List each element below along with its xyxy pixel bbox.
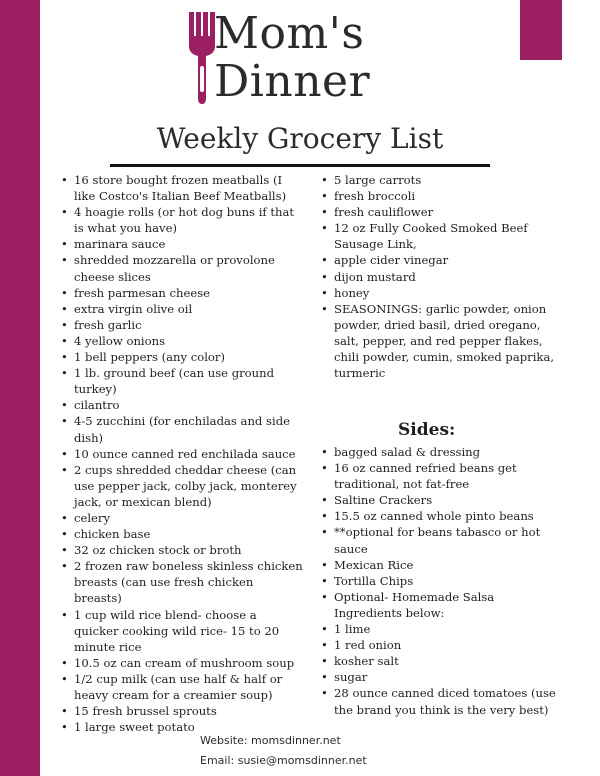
logo	[186, 8, 426, 108]
footer-email: Email: susie@momsdinner.net	[200, 754, 367, 767]
list-item: • kosher salt	[318, 653, 568, 669]
list-item: • fresh garlic	[58, 317, 304, 333]
logo-text-line1: Mom's	[214, 8, 365, 59]
list-item: • fresh parmesan cheese	[58, 285, 304, 301]
list-item: Ingredients below:	[334, 605, 445, 620]
list-item: • 28 ounce canned diced tomatoes (use the brand you think is the very best)	[318, 685, 568, 717]
list-item: • 16 oz canned refried beans get traditional, not fat-free	[318, 460, 568, 492]
sides-heading: Sides:	[398, 420, 456, 440]
footer-website: Website: momsdinner.net	[200, 734, 341, 747]
list-item: • honey	[318, 285, 564, 301]
list-item: • 10 ounce canned red enchilada sauce	[58, 446, 304, 462]
list-item: • 4-5 zucchini (for enchiladas and side dish)	[58, 413, 304, 445]
list-item: • 2 frozen raw boneless skinless chicken breasts (can use fresh chicken breasts)	[58, 558, 304, 606]
list-item: • **optional for beans tabasco or hot sauce	[318, 524, 568, 556]
list-item: • 1 lb. ground beef (can use ground turkey)	[58, 365, 304, 397]
list-item: • 1/2 cup milk (can use half & half or heavy cream for a creamier soup)	[58, 671, 304, 703]
logo-text-line2: Dinner	[214, 56, 371, 107]
list-item: • 4 yellow onions	[58, 333, 304, 349]
list-item: • 15 fresh brussel sprouts	[58, 703, 304, 719]
list-item: • apple cider vinegar	[318, 252, 564, 268]
corner-accent-block	[520, 0, 562, 60]
list-item: • marinara sauce	[58, 236, 304, 252]
list-item: • dijon mustard	[318, 269, 564, 285]
list-item: • 1 lime	[318, 621, 568, 637]
list-item: • 16 store bought frozen meatballs (I like Costco's Italian Beef Meatballs)	[58, 172, 304, 204]
title-divider	[110, 164, 490, 167]
list-item: • 32 oz chicken stock or broth	[58, 542, 304, 558]
list-item: • cilantro	[58, 397, 304, 413]
list-item: • chicken base	[58, 526, 304, 542]
grocery-list-left	[58, 172, 304, 735]
list-item: • 1 bell peppers (any color)	[58, 349, 304, 365]
list-item: • fresh cauliflower	[318, 204, 564, 220]
list-item: • Tortilla Chips	[318, 573, 568, 589]
list-item: • shredded mozzarella or provolone cheese slices	[58, 252, 304, 284]
list-item: • extra virgin olive oil	[58, 301, 304, 317]
list-item: • 1 large sweet potato	[58, 719, 304, 735]
list-item: • 1 red onion	[318, 637, 568, 653]
grocery-list-right	[318, 172, 564, 381]
list-item: • Optional- Homemade Salsa	[318, 589, 568, 605]
list-item: • 5 large carrots	[318, 172, 564, 188]
list-item: • fresh broccoli	[318, 188, 564, 204]
list-item: • 4 hoagie rolls (or hot dog buns if that is what you have)	[58, 204, 304, 236]
list-item: • bagged salad & dressing	[318, 444, 568, 460]
page-title: Weekly Grocery List	[156, 122, 444, 155]
list-item: • 10.5 oz can cream of mushroom soup	[58, 655, 304, 671]
list-item: • Saltine Crackers	[318, 492, 568, 508]
list-item: • sugar	[318, 669, 568, 685]
list-item: • 12 oz Fully Cooked Smoked Beef Sausage Link,	[318, 220, 564, 252]
list-item: • Mexican Rice	[318, 557, 568, 573]
list-item: • 2 cups shredded cheddar cheese (can use pepper jack, colby jack, monterey jack, or mexican blend)	[58, 462, 304, 510]
left-accent-bar	[0, 0, 40, 776]
list-item: • SEASONINGS: garlic powder, onion powder, dried basil, dried oregano, salt, pepper, and red pepper flakes, chili powder, cumin, smoked paprika, turmeric	[318, 301, 564, 381]
list-item: • 1 cup wild rice blend- choose a quicker cooking wild rice- 15 to 20 minute rice	[58, 607, 304, 655]
list-item: • 15.5 oz canned whole pinto beans	[318, 508, 568, 524]
list-item: • celery	[58, 510, 304, 526]
sides-list	[318, 444, 568, 718]
